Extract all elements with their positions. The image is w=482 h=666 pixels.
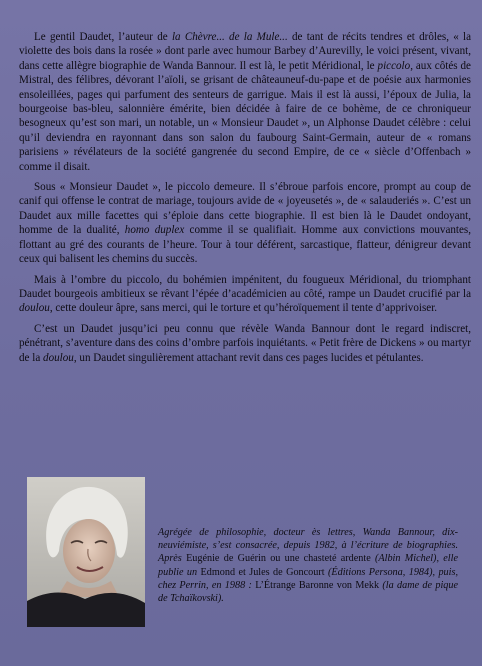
blurb-paragraph-2 [19,180,471,266]
blurb-text-run: , cette douleur âpre, sans merci, qui le torture et qu’héroïquement il tente d’apprivoiser. [49,302,438,315]
italic-term: doulou [43,351,74,364]
blurb-text [19,30,471,371]
blurb-text-run: de tant de récits tendres et drôles, « la violette des bois dans la rosée » dont parle avec humour Barbey d’Aurevilly, le voici présent, vivant, dans cette allègre biographie de Wanda Bannour. Il est là, le petit Méridional, le [19,31,472,72]
author-portrait-icon [27,477,145,627]
book-title: Eugénie de Guérin ou une chasteté ardente [186,553,371,565]
blurb-text-run: C’est un Daudet jusqu’ici peu connu que révèle Wanda Bannour dont le regard indiscret, pénétrant, s’aventure dans des coins d’ombre parfois inquiétants. « Petit frère de Dickens » ou martyr de la [19,322,471,364]
book-titles: la Chèvre... de la Mule... [171,31,288,43]
bio-text-run: (la dame de pique de Tchaïkovski). [158,579,458,605]
blurb-paragraph-3 [19,273,471,316]
author-portrait-icon [27,477,145,627]
bio-text-run: (Éditions Persona, 1984), puis, chez Perrin, en 1988 : [158,566,458,591]
blurb-text-run: , un Daudet singulièrement attachant revit dans ces pages lucides et pétulantes. [73,351,424,364]
blurb-text-run: , aux côtés de Mistral, des félibres, dévorant l’aïoli, se grisant de châteauneuf-du-pape et de poésie aux harmonies ensoleillées, pages qui parfument des senteurs de garrigue. Mais il est là aussi, l’époux de Julia, la bourgeoise bas-bleu, salonnière émérite, bien décidée à faire de ce bohème, de ce chroniqueur besogneux qu’est son mari, un notable, un « Monsieur Daudet », un Alphonse Daudet célèbre : celui qu’il deviendra en rayonnant dans son salon du faubourg Saint-Germain, auteur de « romans parisiens » révélateurs de la société gangrenée du second Empire, de ce « siècle d’Offenbach » comme il disait. [19,59,471,173]
blurb-text-run: comme il se qualifiait. Homme aux convictions mouvantes, flottant au gré des courants de l’heure. Tour à tour déférent, sarcastique, flatteur, dénigreur devant ceux qui balisent les chemins du succès. [19,224,472,266]
author-bio [158,526,458,605]
blurb-paragraph-1 [19,30,471,174]
blurb-text-run: Sous « Monsieur Daudet », le piccolo demeure. Il s’ébroue parfois encore, prompt au coup de canif qui offense le contrat de mariage, toujours avide de « joyeusetés », de « salauderiés ». C’est un Daudet aux mille facettes qui s’éploie dans cette biographie. Il est bien là le Daudet ondoyant, homme de la dualité, [19,181,471,237]
blurb-paragraph-4 [19,322,471,365]
bio-text-run: (Albin Michel), elle publie un [158,553,458,578]
italic-term: homo duplex [124,224,185,237]
book-title: L’Étrange Baronne von Mekk [255,579,380,591]
bio-text-run: Agrégée de philosophie, docteur ès lettres, Wanda Bannour, dix-neuviémiste, s’est consacrée, depuis 1982, à l’écriture de biographies. Après [158,527,458,565]
blurb-text-run: Mais à l’ombre du piccolo, du bohémien impénitent, du fougueux Méridional, du triomphant Daudet bourgeois ambitieux se rêvant l’épée d’académicien au côté, rampe un Daudet crucifié par la [19,273,471,300]
italic-term: piccolo [377,59,411,72]
italic-term: doulou [19,302,50,315]
book-title: Edmond et Jules de Goncourt [200,566,325,578]
blurb-text-run: Le gentil Daudet, l’auteur de [34,31,172,43]
